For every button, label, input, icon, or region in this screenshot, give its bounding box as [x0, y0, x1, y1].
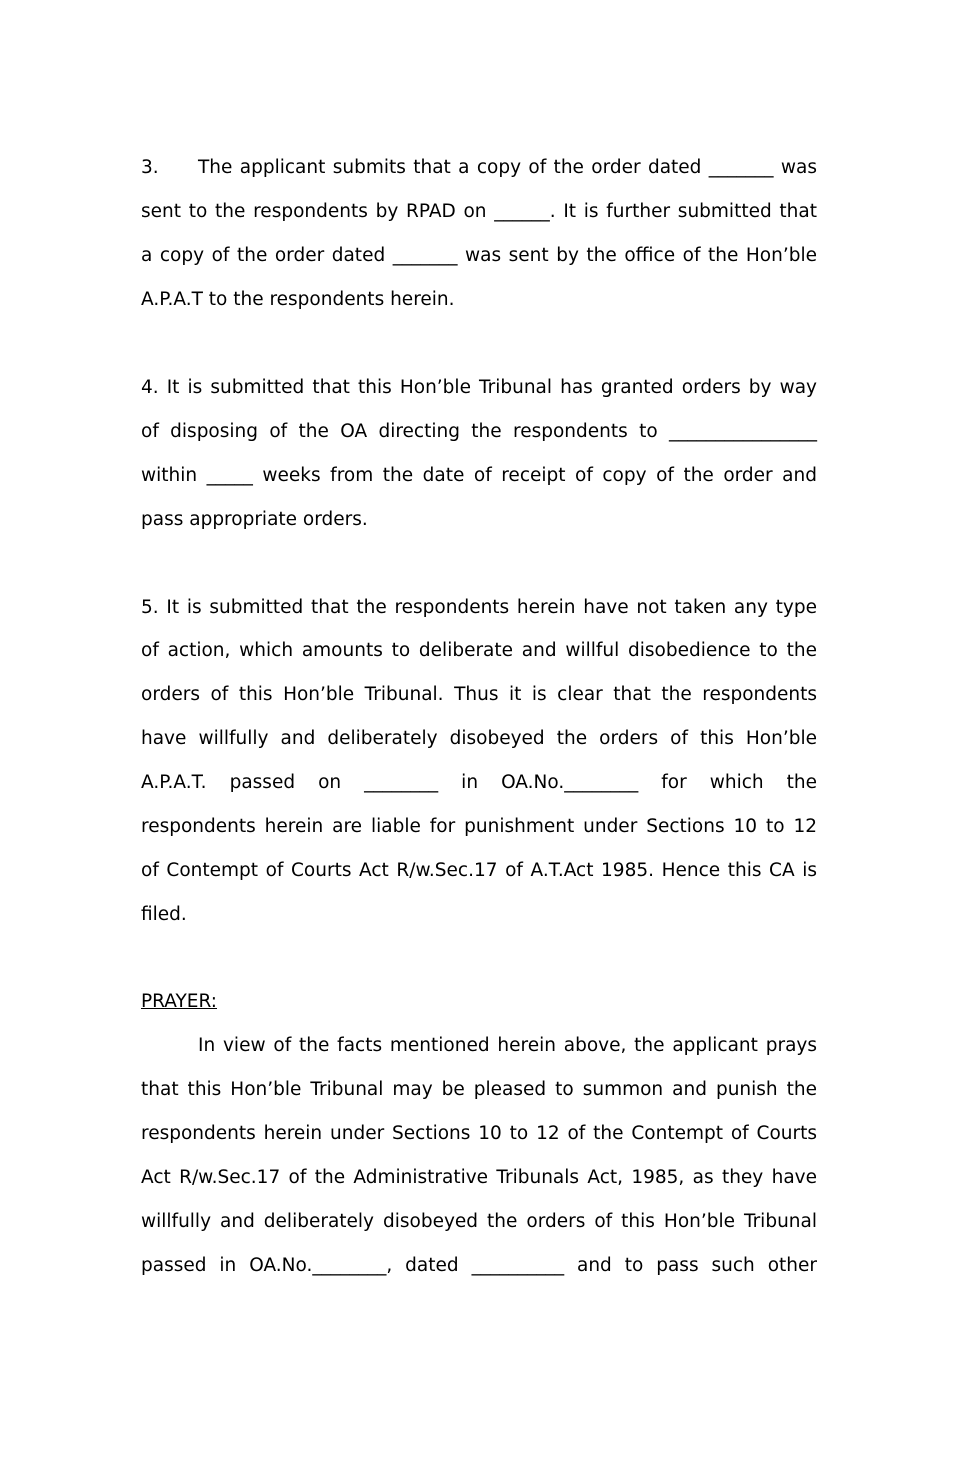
- paragraph-line: sent to the respondents by RPAD on ______. It is further submitted that: [141, 201, 817, 222]
- paragraph-line: 4. It is submitted that this Hon’ble Tribunal has granted orders by way: [141, 377, 817, 398]
- paragraph-number: 3.: [141, 157, 159, 178]
- prayer-line: willfully and deliberately disobeyed the orders of this Hon’ble Tribunal: [141, 1211, 817, 1232]
- paragraph-line: have willfully and deliberately disobeyed the orders of this Hon’ble: [141, 728, 817, 749]
- paragraph-line: of action, which amounts to deliberate and willful disobedience to the: [141, 640, 817, 661]
- prayer-line: passed in OA.No.________, dated __________ and to pass such other: [141, 1255, 817, 1276]
- paragraph-line: A.P.A.T. passed on ________ in OA.No.________ for which the: [141, 772, 817, 793]
- paragraph-line: a copy of the order dated _______ was sent by the office of the Hon’ble: [141, 245, 817, 266]
- paragraph-line: respondents herein are liable for punishment under Sections 10 to 12: [141, 816, 817, 837]
- prayer-line: respondents herein under Sections 10 to 12 of the Contempt of Courts: [141, 1123, 817, 1144]
- prayer-line: Act R/w.Sec.17 of the Administrative Tribunals Act, 1985, as they have: [141, 1167, 817, 1188]
- paragraph-line: within _____ weeks from the date of receipt of copy of the order and: [141, 465, 817, 486]
- paragraph-line: pass appropriate orders.: [141, 509, 368, 530]
- paragraph-line: filed.: [141, 904, 187, 925]
- paragraph-line: The applicant submits that a copy of the order dated _______ was: [198, 157, 817, 178]
- prayer-line: that this Hon’ble Tribunal may be pleased to summon and punish the: [141, 1079, 817, 1100]
- prayer-heading: PRAYER:: [141, 991, 217, 1012]
- paragraph-line: of Contempt of Courts Act R/w.Sec.17 of A.T.Act 1985. Hence this CA is: [141, 860, 817, 881]
- prayer-line: In view of the facts mentioned herein above, the applicant prays: [198, 1035, 817, 1056]
- paragraph-line: of disposing of the OA directing the respondents to ________________: [141, 421, 817, 442]
- paragraph-line: A.P.A.T to the respondents herein.: [141, 289, 455, 310]
- paragraph-line: orders of this Hon’ble Tribunal. Thus it is clear that the respondents: [141, 684, 817, 705]
- paragraph-line: 5. It is submitted that the respondents herein have not taken any type: [141, 597, 817, 618]
